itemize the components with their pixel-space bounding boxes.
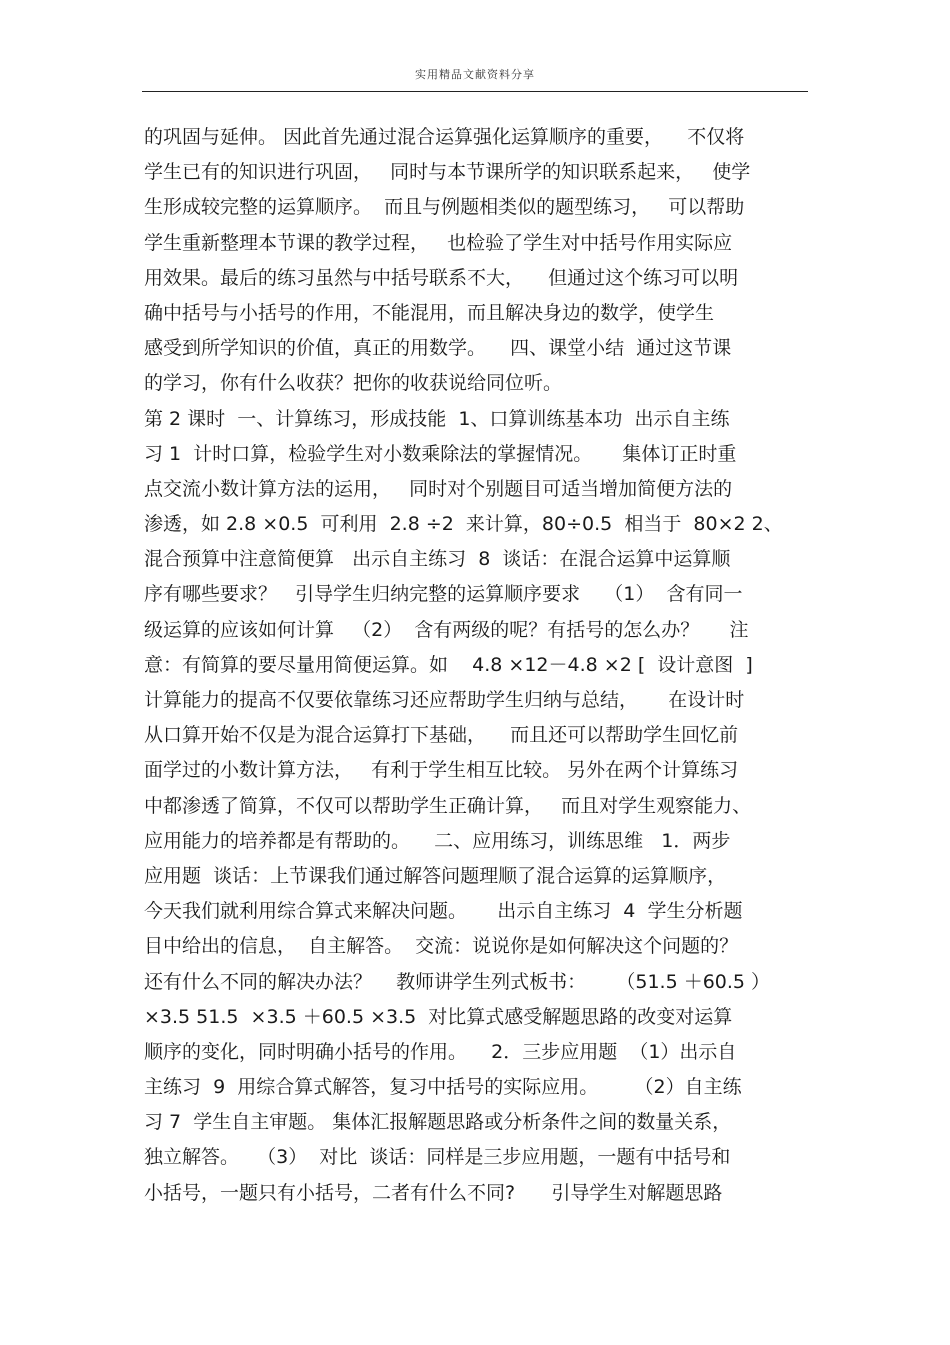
text-line: 独立解答。 （3） 对比 谈话：同样是三步应用题，一题有中括号和 (144, 1146, 731, 1169)
text-line: 生形成较完整的运算顺序。 而且与例题相类似的题型练习， 可以帮助 (144, 196, 745, 219)
text-line: 应用能力的培养都是有帮助的。 二、应用练习，训练思维 1．两步 (144, 829, 731, 852)
text-line: 级运算的应该如何计算 （2） 含有两级的呢？有括号的怎么办？ 注 (144, 618, 749, 641)
text-line: 目中给出的信息， 自主解答。 交流：说说你是如何解决这个问题的？ (144, 935, 739, 958)
text-line: 应用题 谈话：上节课我们通过解答问题理顺了混合运算的运算顺序， (144, 864, 727, 887)
text-line: 顺序的变化，同时明确小括号的作用。 2．三步应用题 （1）出示自 (144, 1040, 737, 1063)
text-line: 确中括号与小括号的作用，不能混用，而且解决身边的数学，使学生 (144, 301, 715, 324)
text-line: 习 7 学生自主审题。 集体汇报解题思路或分析条件之间的数量关系， (144, 1111, 732, 1134)
text-line: 还有什么不同的解决办法？ 教师讲学生列式板书： （51.5 ＋60.5 ） (144, 970, 771, 993)
text-line: 的巩固与延伸。 因此首先通过混合运算强化运算顺序的重要， 不仅将 (144, 126, 745, 148)
text-line: 主练习 9 用综合算式解答，复习中括号的实际应用。 （2）自主练 (144, 1076, 742, 1099)
text-line: 中都渗透了简算，不仅可以帮助学生正确计算， 而且对学生观察能力、 (144, 794, 752, 817)
text-line: 渗透，如 2.8 ×0.5 可利用 2.8 ÷2 来计算，80÷0.5 相当于 80×2 2、 (144, 513, 783, 536)
text-line: 的学习，你有什么收获？把你的收获说给同位听。 (144, 372, 563, 395)
text-line: 小括号，一题只有小括号，二者有什么不同? 引导学生对解题思路 (144, 1181, 723, 1204)
text-line: 从口算开始不仅是为混合运算打下基础， 而且还可以帮助学生回忆前 (144, 724, 739, 747)
text-line: 第 2 课时 一、计算练习，形成技能 1、口算训练基本功 出示自主练 (144, 407, 730, 430)
text-line: 点交流小数计算方法的运用， 同时对个别题目可适当增加简便方法的 (144, 477, 733, 500)
text-line: 序有哪些要求？ 引导学生归纳完整的运算顺序要求 （1） 含有同一 (144, 583, 743, 606)
text-line: 用效果。最后的练习虽然与中括号联系不大， 但通过这个练习可以明 (144, 266, 739, 289)
text-line: 今天我们就利用综合算式来解决问题。 出示自主练习 4 学生分析题 (144, 900, 743, 923)
text-line: 面学过的小数计算方法， 有利于学生相互比较。 另外在两个计算练习 (144, 759, 739, 782)
text-line: 学生重新整理本节课的教学过程， 也检验了学生对中括号作用实际应 (144, 231, 733, 254)
text-line: 意：有简算的要尽量用简便运算。如 4.8 ×12－4.8 ×2 [ 设计意图 ] (144, 653, 753, 676)
header-divider (142, 91, 808, 92)
text-line: 学生已有的知识进行巩固， 同时与本节课所学的知识联系起来， 使学 (144, 161, 751, 184)
text-line: ×3.5 51.5 ×3.5 ＋60.5 ×3.5 对比算式感受解题思路的改变对运算 (144, 1005, 733, 1028)
page-header: 实用精品文献资料分享 (415, 68, 535, 81)
text-line: 习 1 计时口算，检验学生对小数乘除法的掌握情况。 集体订正时重 (144, 442, 737, 465)
text-line: 感受到所学知识的价值，真正的用数学。 四、课堂小结 通过这节课 (144, 337, 732, 360)
text-line: 计算能力的提高不仅要依靠练习还应帮助学生归纳与总结， 在设计时 (144, 689, 745, 711)
document-body (144, 120, 824, 1211)
text-line: 混合预算中注意简便算 出示自主练习 8 谈话：在混合运算中运算顺 (144, 548, 731, 571)
